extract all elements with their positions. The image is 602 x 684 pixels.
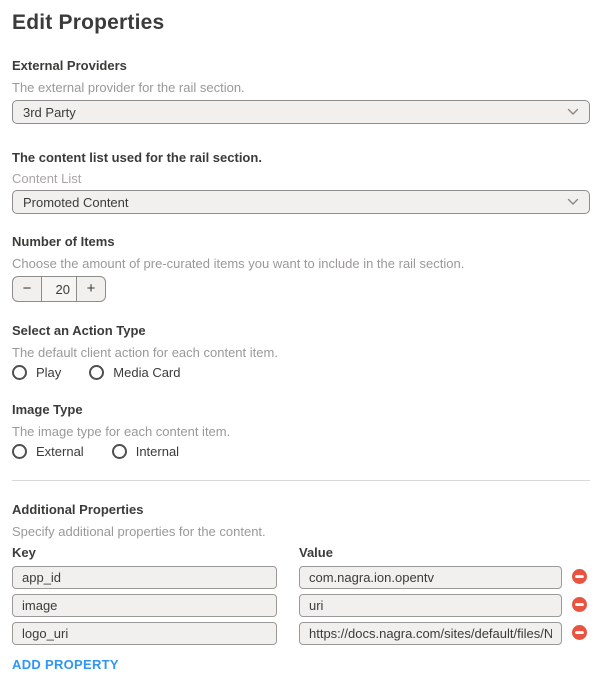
radio-circle-icon (12, 365, 27, 380)
chevron-down-icon (567, 108, 579, 116)
content-list-selected-value: Promoted Content (23, 194, 129, 210)
section-divider (12, 480, 590, 481)
external-providers-description: The external provider for the rail section. (12, 80, 245, 95)
image-type-label: Image Type (12, 402, 83, 417)
external-provider-select[interactable] (12, 100, 590, 124)
image-type-description: The image type for each content item. (12, 424, 231, 439)
minus-circle-icon (572, 597, 587, 615)
radio-play[interactable] (12, 365, 61, 380)
property-key-input[interactable] (12, 594, 277, 617)
edit-properties-form (0, 10, 602, 674)
radio-circle-icon (12, 444, 27, 459)
image-type-radio-group (12, 444, 590, 459)
quantity-input[interactable] (41, 277, 77, 301)
properties-table-headers (12, 545, 590, 560)
action-type-radio-group (12, 365, 590, 380)
radio-internal[interactable] (112, 444, 179, 459)
chevron-down-icon (567, 198, 579, 206)
additional-properties-description: Specify additional properties for the content. (12, 524, 266, 539)
content-list-select[interactable] (12, 190, 590, 214)
property-value-input[interactable] (299, 622, 562, 645)
key-column-header: Key (12, 545, 36, 560)
radio-external-label: External (36, 444, 84, 459)
page-title: Edit Properties (12, 11, 165, 34)
action-type-label: Select an Action Type (12, 323, 146, 338)
remove-property-button[interactable] (571, 598, 587, 614)
property-value-input[interactable] (299, 594, 562, 617)
decrement-button[interactable]: − (13, 277, 41, 301)
table-row (12, 594, 590, 617)
radio-external[interactable] (12, 444, 84, 459)
increment-button[interactable]: + (77, 277, 105, 301)
minus-circle-icon (572, 625, 587, 643)
property-value-input[interactable] (299, 566, 562, 589)
minus-circle-icon (572, 569, 587, 587)
property-key-input[interactable] (12, 566, 277, 589)
properties-table (12, 566, 590, 645)
value-column-header: Value (299, 545, 333, 560)
add-property-button[interactable]: ADD PROPERTY (12, 657, 119, 672)
table-row (12, 566, 590, 589)
remove-property-button[interactable] (571, 626, 587, 642)
quantity-stepper (12, 276, 106, 302)
radio-media-card[interactable] (89, 365, 180, 380)
content-list-heading: The content list used for the rail section. (12, 150, 262, 165)
number-of-items-label: Number of Items (12, 234, 115, 249)
table-row (12, 622, 590, 645)
number-of-items-description: Choose the amount of pre-curated items you want to include in the rail section. (12, 256, 465, 271)
content-list-label: Content List (12, 171, 82, 186)
radio-media-card-label: Media Card (113, 365, 181, 380)
external-provider-selected-value: 3rd Party (23, 104, 76, 120)
radio-internal-label: Internal (135, 444, 180, 459)
radio-circle-icon (89, 365, 104, 380)
remove-property-button[interactable] (571, 570, 587, 586)
property-key-input[interactable] (12, 622, 277, 645)
radio-play-label: Play (36, 365, 62, 380)
additional-properties-label: Additional Properties (12, 502, 144, 517)
external-providers-label: External Providers (12, 58, 127, 73)
radio-circle-icon (112, 444, 127, 459)
action-type-description: The default client action for each content item. (12, 345, 278, 360)
